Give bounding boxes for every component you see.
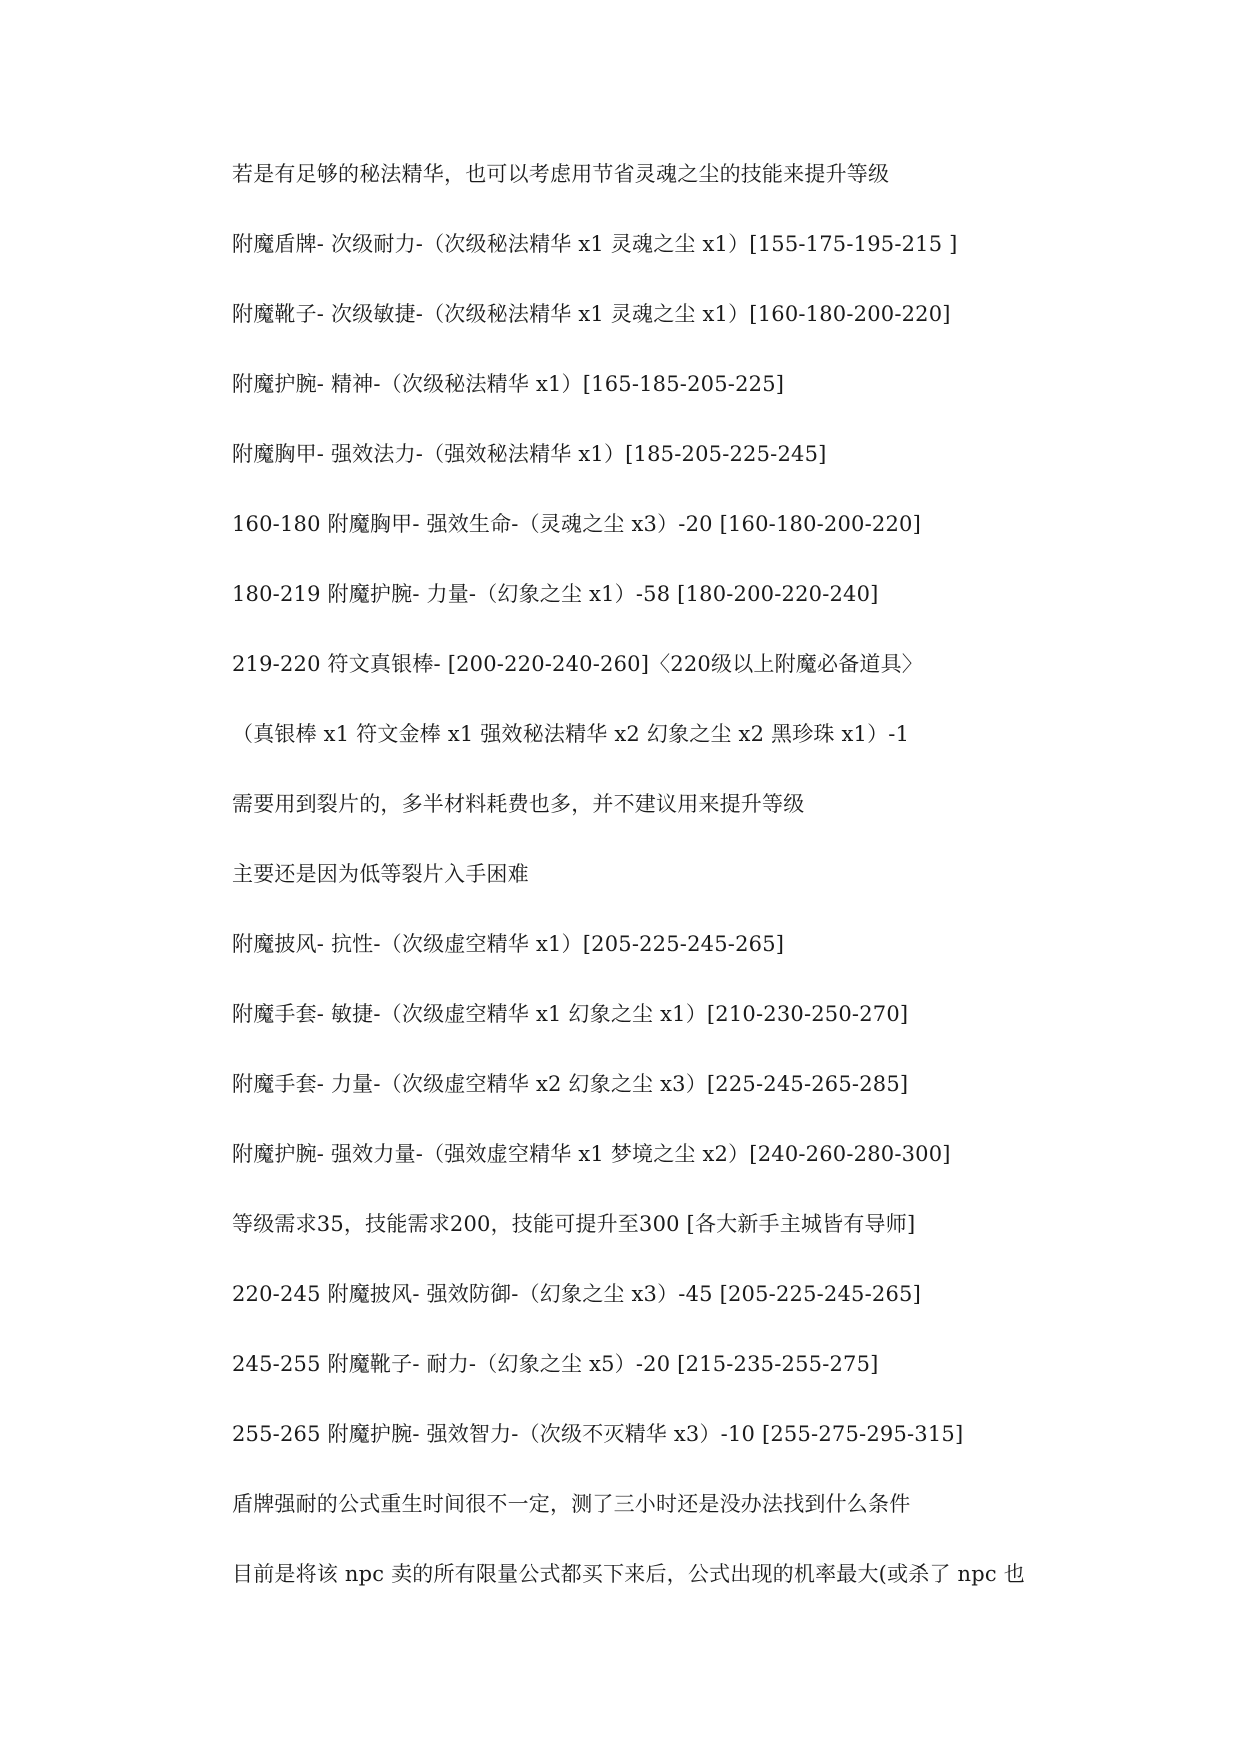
text-line: 180-219 附魔护腕- 力量-（幻象之尘 x1）-58 [180-200-220-240] — [232, 582, 879, 606]
text-line: 盾牌强耐的公式重生时间很不一定，测了三小时还是没办法找到什么条件 — [232, 1492, 911, 1516]
text-line: 245-255 附魔靴子- 耐力-（幻象之尘 x5）-20 [215-235-255-275] — [232, 1352, 879, 1376]
text-line: 目前是将该 npc 卖的所有限量公式都买下来后，公式出现的机率最大(或杀了 npc 也 — [232, 1562, 1025, 1586]
text-line: 附魔手套- 敏捷-（次级虚空精华 x1 幻象之尘 x1）[210-230-250-270] — [232, 1002, 909, 1026]
text-line: 主要还是因为低等裂片入手困难 — [232, 862, 529, 886]
text-line: 附魔靴子- 次级敏捷-（次级秘法精华 x1 灵魂之尘 x1）[160-180-200-220] — [232, 302, 951, 326]
text-line: 等级需求35，技能需求200，技能可提升至300 [各大新手主城皆有导师] — [232, 1212, 916, 1236]
text-line: 附魔胸甲- 强效法力-（强效秘法精华 x1）[185-205-225-245] — [232, 442, 827, 466]
text-line: 220-245 附魔披风- 强效防御-（幻象之尘 x3）-45 [205-225-245-265] — [232, 1282, 921, 1306]
text-line: 需要用到裂片的，多半材料耗费也多，并不建议用来提升等级 — [232, 792, 805, 816]
text-line: 附魔手套- 力量-（次级虚空精华 x2 幻象之尘 x3）[225-245-265-285] — [232, 1072, 909, 1096]
text-line: （真银棒 x1 符文金棒 x1 强效秘法精华 x2 幻象之尘 x2 黑珍珠 x1）-1 — [232, 722, 910, 746]
text-line: 附魔披风- 抗性-（次级虚空精华 x1）[205-225-245-265] — [232, 932, 785, 956]
text-line: 255-265 附魔护腕- 强效智力-（次级不灭精华 x3）-10 [255-275-295-315] — [232, 1422, 964, 1446]
text-line: 附魔护腕- 强效力量-（强效虚空精华 x1 梦境之尘 x2）[240-260-280-300] — [232, 1142, 951, 1166]
text-line: 若是有足够的秘法精华，也可以考虑用节省灵魂之尘的技能来提升等级 — [232, 162, 890, 186]
text-line: 附魔护腕- 精神-（次级秘法精华 x1）[165-185-205-225] — [232, 372, 785, 396]
text-line: 附魔盾牌- 次级耐力-（次级秘法精华 x1 灵魂之尘 x1）[155-175-195-215 ] — [232, 232, 958, 256]
text-line: 219-220 符文真银棒- [200-220-240-260]〈220级以上附魔必备道具〉 — [232, 652, 923, 676]
text-line: 160-180 附魔胸甲- 强效生命-（灵魂之尘 x3）-20 [160-180-200-220] — [232, 512, 921, 536]
